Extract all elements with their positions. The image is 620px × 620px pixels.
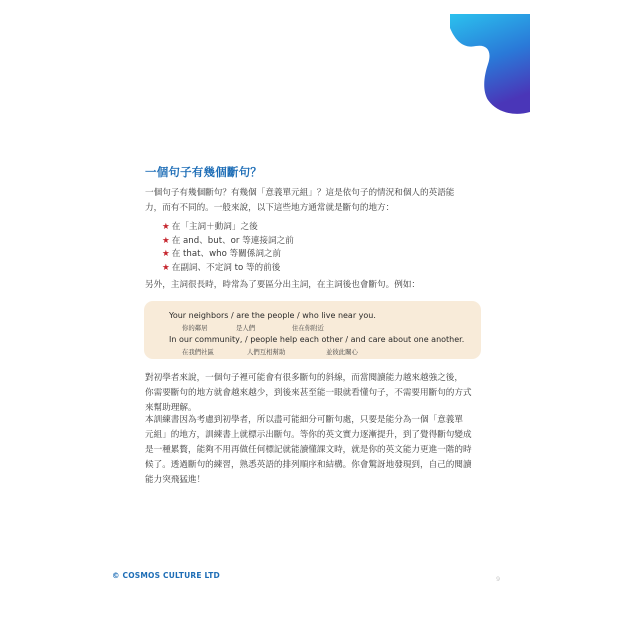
subject-note [145, 278, 475, 293]
list-item-text: 在 that、who 等關係詞之前 [171, 249, 282, 259]
page-number: 9 [496, 575, 501, 583]
example-gloss: 住在你附近 [292, 324, 324, 332]
training-book-paragraph [145, 413, 475, 488]
star-icon: ★ [162, 249, 170, 259]
paragraph-line: 對初學者來說，一個句子裡可能會有很多斷句的斜線，而當閱讀能力越來越強之後， [145, 373, 463, 383]
star-icon: ★ [162, 235, 170, 246]
intro-line: 一個句子有幾個斷句？有幾個「意義單元組」？這是依句子的情況和個人的英語能 [145, 188, 455, 198]
paragraph-line: 元組」的地方，訓練書上就標示出斷句。等你的英文實力逐漸提升，到了覺得斷句變成 [145, 430, 472, 440]
subject-note-line: 另外，主詞很長時，時常為了要區分出主詞，在主詞後也會斷句。例如： [145, 280, 421, 290]
beginner-paragraph [145, 371, 475, 416]
paragraph-line: 候了。透過斷句的練習，熟悉英語的排列順序和結構。你會驚訝地發現到，自己的閱讀 [145, 460, 472, 470]
paragraph-line: 是一種累贅，能夠不用再做任何標記就能讀懂課文時，就是你的英文能力更進一階的時 [145, 445, 472, 455]
star-icon: ★ [162, 222, 170, 232]
intro-line: 力，而有不同的。一般來說，以下這些地方通常就是斷句的地方： [145, 203, 395, 213]
paragraph-line: 來幫助理解。 [145, 403, 197, 413]
example-gloss: 你的鄰居 [182, 324, 208, 332]
paragraph-line: 本訓練書因為考慮到初學者，所以盡可能細分可斷句處，只要是能分為一個「意義單 [145, 415, 463, 425]
example-gloss: 在我們社區 [182, 348, 214, 356]
list-item-text: 在「主詞＋動詞」之後 [171, 222, 258, 232]
example-box [144, 301, 481, 359]
list-item [162, 262, 294, 276]
paragraph-line: 能力突飛猛進！ [145, 475, 206, 485]
paragraph-line: 你需要斷句的地方就會越來越少，到後來甚至能一眼就看懂句子，不需要用斷句的方式 [145, 388, 472, 398]
list-item-text: 在副詞、不定詞 to 等的前後 [171, 262, 281, 273]
example-gloss: 是人們 [236, 324, 256, 332]
copyright-footer: © COSMOS CULTURE LTD [112, 571, 220, 580]
list-item [162, 235, 294, 249]
example-sentence-2: In our community, / people help each other / and care about one another. [169, 335, 465, 344]
example-gloss: 人們互相幫助 [247, 348, 286, 356]
breakpoint-list [162, 221, 294, 275]
list-item [162, 221, 294, 235]
list-item-text: 在 and、but、or 等連接詞之前 [171, 235, 294, 246]
section-heading: 一個句子有幾個斷句？ [145, 165, 262, 179]
star-icon: ★ [162, 262, 170, 273]
example-sentence-1: Your neighbors / are the people / who live near you. [169, 311, 376, 320]
intro-paragraph [145, 186, 475, 216]
list-item [162, 248, 294, 262]
example-gloss: 並彼此關心 [326, 348, 358, 356]
